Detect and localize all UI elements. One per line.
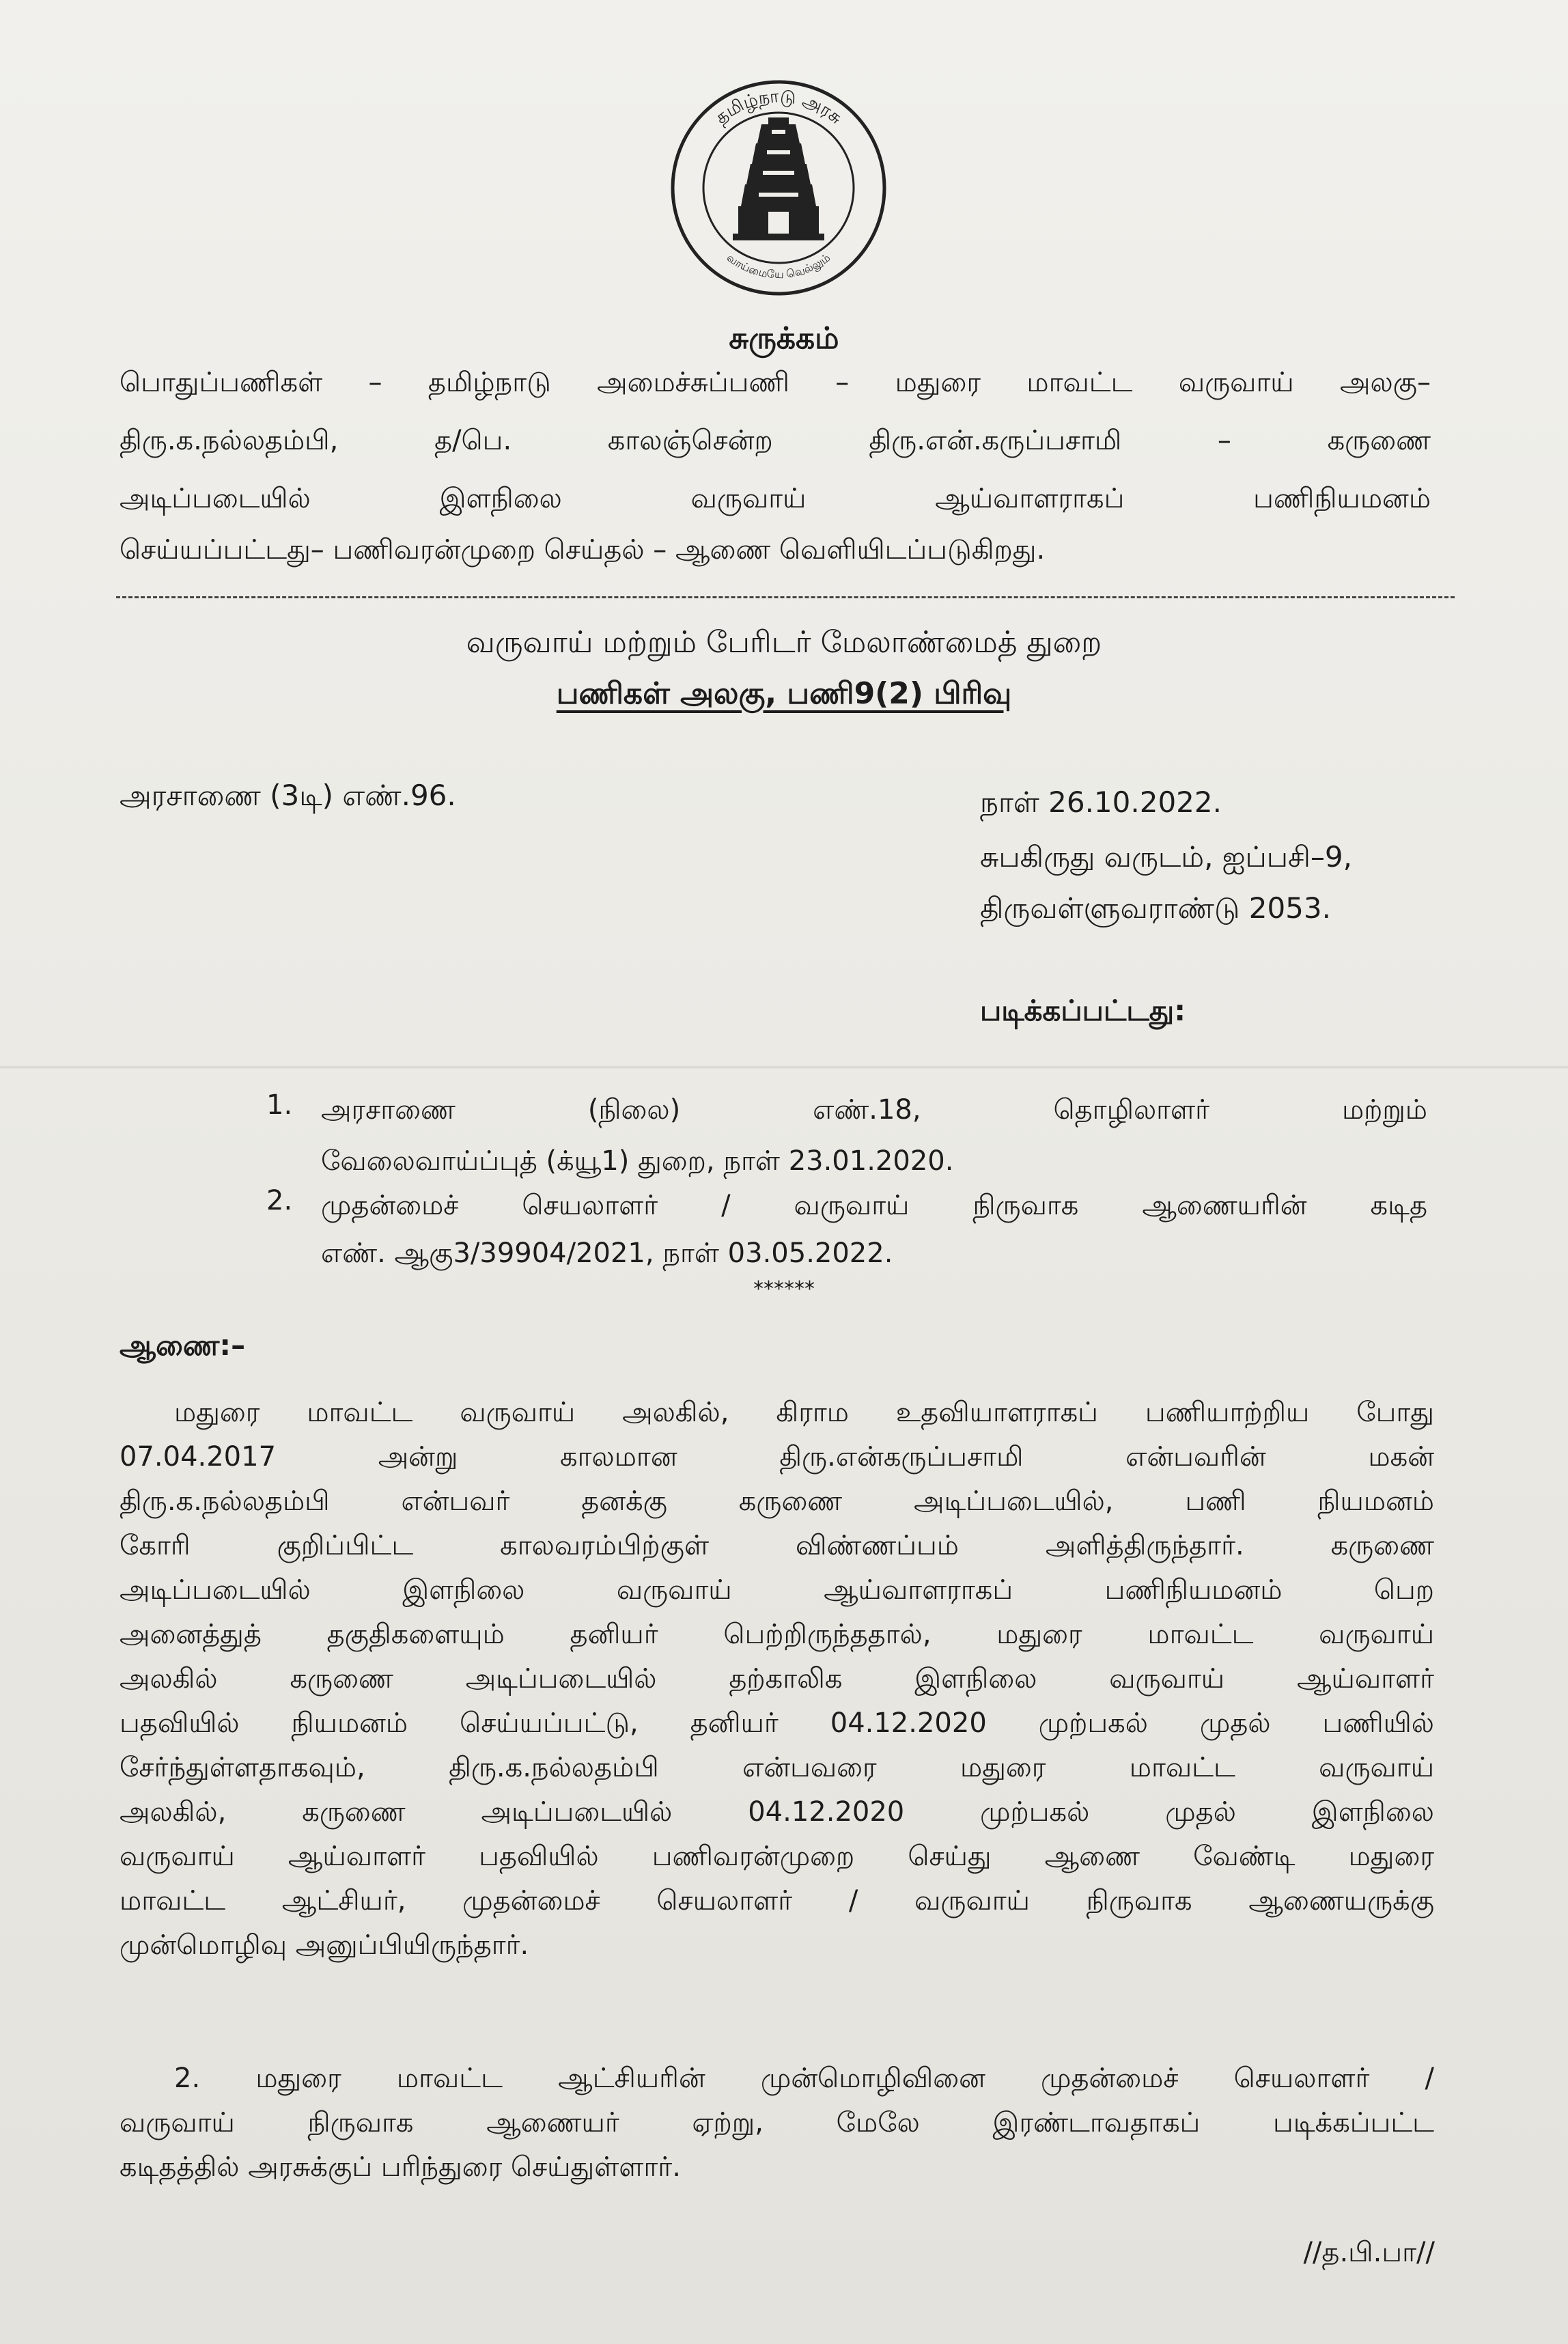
separator-stars: ****** (753, 1277, 815, 1301)
read-heading: படிக்கப்பட்டது: (980, 994, 1186, 1027)
reference-2-line-1: முதன்மைச் செயலாளர் / வருவாய் நிருவாக ஆணையரின் கடித (321, 1190, 1427, 1221)
para2-line-1: 2. மதுரை மாவட்ட ஆட்சியரின் முன்மொழிவினை முதன்மைச் செயலாளர் / (174, 2063, 1434, 2094)
summary-line-2: திரு.க.நல்லதம்பி, த/பெ. காலஞ்சென்ற திரு.என்.கருப்பசாமி – கருணை (120, 425, 1431, 456)
order-tamil-year: சுபகிருது வருடம், ஐப்பசி–9, (980, 840, 1352, 874)
para1-line-4: கோரி குறிப்பிட்ட காலவரம்பிற்குள் விண்ணப்பம் அளித்திருந்தார். கருணை (120, 1530, 1434, 1561)
para1-line-11: வருவாய் ஆய்வாளர் பதவியில் பணிவரன்முறை செய்து ஆணை வேண்டி மதுரை (120, 1841, 1434, 1872)
para1-line-10: அலகில், கருணை அடிப்படையில் 04.12.2020 முற்பகல் முதல் இளநிலை (120, 1796, 1434, 1828)
para1-line-3: திரு.க.நல்லதம்பி என்பவர் தனக்கு கருணை அடிப்படையில், பணி நியமனம் (120, 1485, 1434, 1517)
reference-1-line-2: வேலைவாய்ப்புத் (க்யூ1) துறை, நாள் 23.01.2020. (321, 1145, 954, 1177)
para1-line-9: சேர்ந்துள்ளதாகவும், திரு.க.நல்லதம்பி என்பவரை மதுரை மாவட்ட வருவாய் (120, 1752, 1434, 1783)
tamil-nadu-government-emblem-icon (666, 75, 891, 301)
summary-title: சுருக்கம் (729, 321, 839, 356)
reference-1-number: 1. (266, 1089, 293, 1121)
continued-marker: //த.பி.பா// (1303, 2237, 1435, 2268)
reference-2-line-2: எண். ஆகு3/39904/2021, நாள் 03.05.2022. (321, 1238, 893, 1269)
para1-line-12: மாவட்ட ஆட்சியர், முதன்மைச் செயலாளர் / வருவாய் நிருவாக ஆணையருக்கு (120, 1885, 1434, 1916)
para2-line-2: வருவாய் நிருவாக ஆணையர் ஏற்று, மேலே இரண்டாவதாகப் படிக்கப்பட்ட (120, 2107, 1434, 2138)
summary-line-3: அடிப்படையில் இளநிலை வருவாய் ஆய்வாளராகப் பணிநியமனம் (120, 483, 1431, 514)
order-thiruvalluvar-year: திருவள்ளுவராண்டு 2053. (980, 891, 1331, 925)
order-date: நாள் 26.10.2022. (980, 785, 1222, 819)
order-number: அரசாணை (3டி) எண்.96. (120, 779, 456, 812)
paper-fold (0, 1065, 1568, 1069)
para1-line-6: அனைத்துத் தகுதிகளையும் தனியர் பெற்றிருந்ததால், மதுரை மாவட்ட வருவாய் (120, 1619, 1434, 1650)
emblem-top-text: தமிழ்நாடு அரசு (711, 86, 846, 128)
para1-line-1: மதுரை மாவட்ட வருவாய் அலகில், கிராம உதவியாளராகப் பணியாற்றிய போது (174, 1397, 1434, 1428)
reference-1-line-1: அரசாணை (நிலை) எண்.18, தொழிலாளர் மற்றும் (321, 1094, 1427, 1126)
para1-line-7: அலகில் கருணை அடிப்படையில் தற்காலிக இளநிலை வருவாய் ஆய்வாளர் (120, 1663, 1434, 1694)
department-name: வருவாய் மற்றும் பேரிடர் மேலாண்மைத் துறை (466, 625, 1102, 660)
summary-line-4: செய்யப்பட்டது– பணிவரன்முறை செய்தல் – ஆணை வெளியிடப்படுகிறது. (120, 534, 1046, 566)
order-heading: ஆணை:– (120, 1328, 246, 1362)
para1-line-8: பதவியில் நியமனம் செய்யப்பட்டு, தனியர் 04.12.2020 முற்பகல் முதல் பணியில் (120, 1707, 1434, 1739)
para1-line-5: அடிப்படையில் இளநிலை வருவாய் ஆய்வாளராகப் பணிநியமனம் பெற (120, 1574, 1434, 1606)
para1-line-13: முன்மொழிவு அனுப்பியிருந்தார். (120, 1929, 529, 1961)
reference-2-number: 2. (266, 1185, 293, 1216)
summary-line-1: பொதுப்பணிகள் – தமிழ்நாடு அமைச்சுப்பணி – மதுரை மாவட்ட வருவாய் அலகு– (120, 367, 1431, 398)
para2-line-3: கடிதத்தில் அரசுக்குப் பரிந்துரை செய்துள்ளார். (120, 2151, 681, 2183)
para1-line-2: 07.04.2017 அன்று காலமான திரு.என்கருப்பசாமி என்பவரின் மகன் (120, 1441, 1434, 1473)
divider-line (116, 596, 1455, 598)
emblem-motto-text: வாய்மையே வெல்லும் (724, 251, 833, 281)
temple-tower-icon (733, 117, 824, 240)
department-division: பணிகள் அலகு, பணி9(2) பிரிவு (556, 676, 1012, 711)
